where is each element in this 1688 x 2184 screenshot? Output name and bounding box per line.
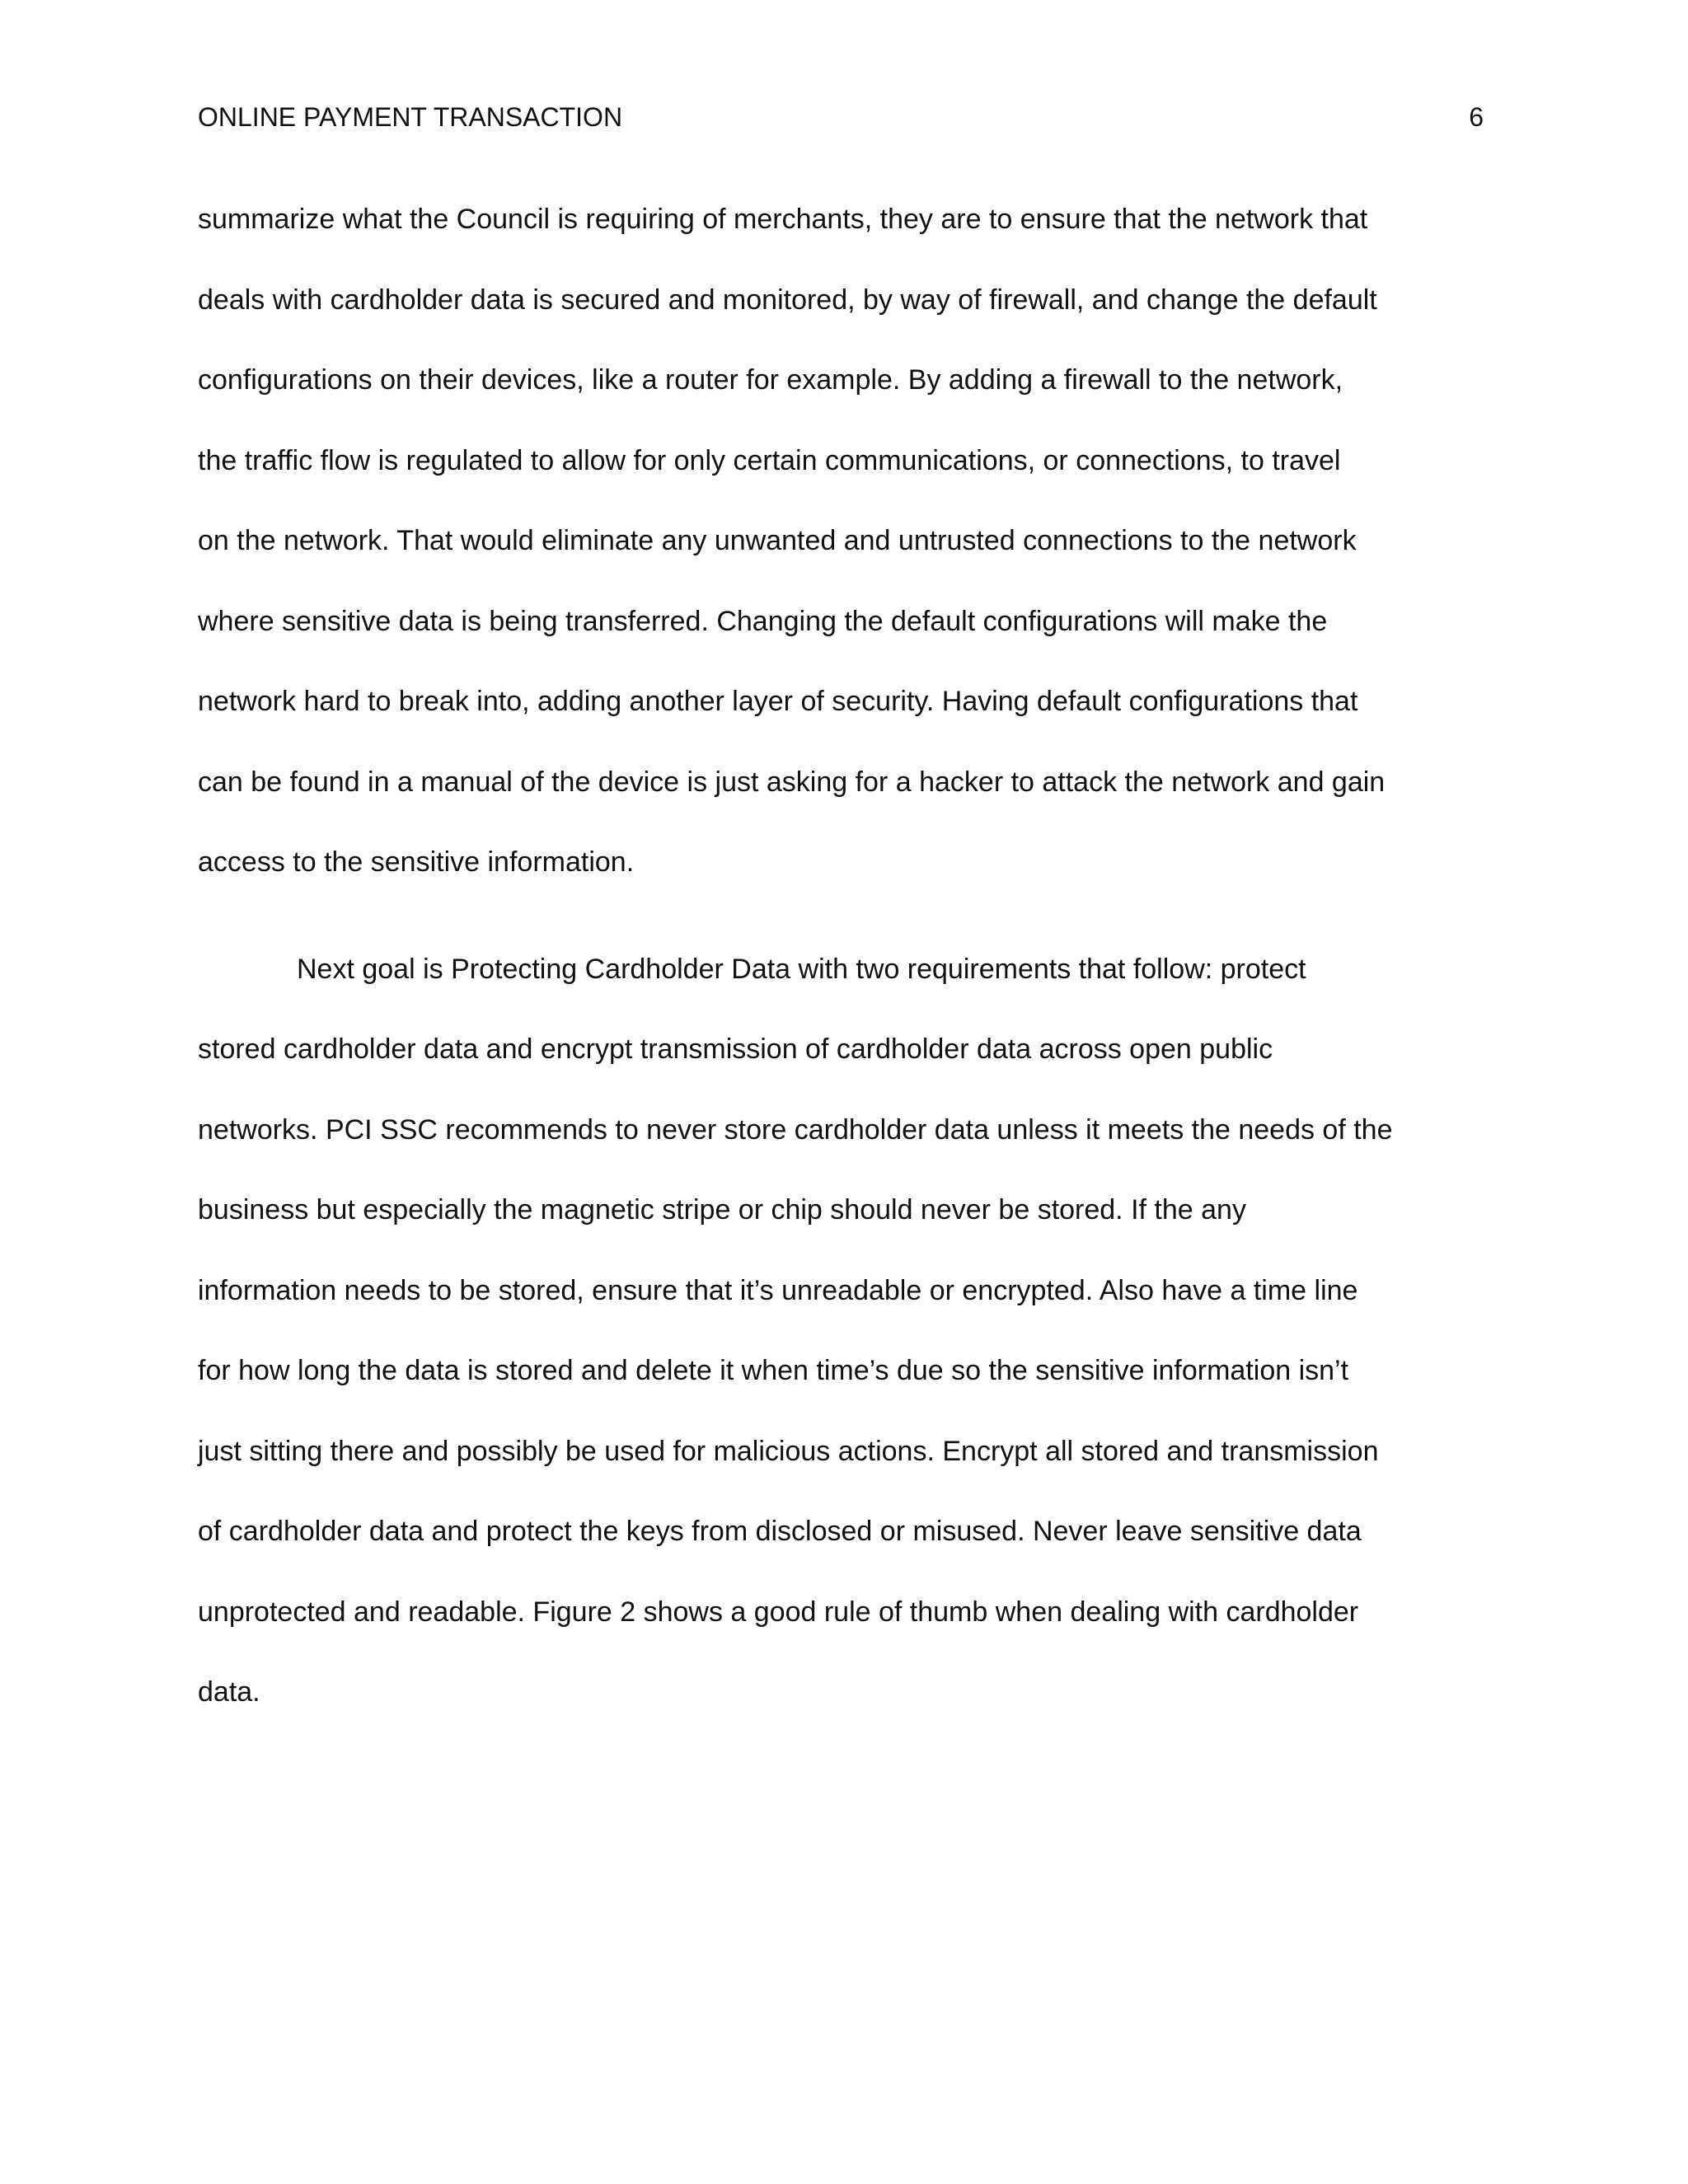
paragraph-line: data. (198, 1676, 260, 1708)
body-text (198, 194, 1484, 1748)
paragraph-line: unprotected and readable. Figure 2 shows a good rule of thumb when dealing with cardholder (198, 1596, 1359, 1628)
paragraph-line: networks. PCI SSC recommends to never store cardholder data unless it meets the needs of the (198, 1113, 1393, 1146)
paragraph-line: information needs to be stored, ensure that it’s unreadable or encrypted. Also have a time line (198, 1274, 1358, 1306)
paragraph-line: summarize what the Council is requiring of merchants, they are to ensure that the network that (198, 204, 1368, 235)
paragraph-line: for how long the data is stored and delete it when time’s due so the sensitive information isn’t (198, 1355, 1349, 1386)
paragraph-line: configurations on their devices, like a router for example. By adding a firewall to the network, (198, 364, 1343, 396)
running-head (198, 99, 1484, 135)
paragraph-line: where sensitive data is being transferred. Changing the default configurations will make the (198, 605, 1328, 637)
paragraph-line: stored cardholder data and encrypt transmission of cardholder data across open public (198, 1033, 1273, 1065)
paragraph-first-line: Next goal is Protecting Cardholder Data with two requirements that follow: protect (297, 953, 1306, 985)
paragraph-line: business but especially the magnetic stripe or chip should never be stored. If the any (198, 1194, 1246, 1226)
paragraph-line: just sitting there and possibly be used for malicious actions. Encrypt all stored and transmission (198, 1435, 1379, 1467)
paragraph-line: can be found in a manual of the device is just asking for a hacker to attack the network and gain (198, 766, 1386, 798)
paragraph-firewall-configuration (198, 194, 1484, 918)
paragraph-protecting-cardholder-data (198, 944, 1484, 1748)
running-title: ONLINE PAYMENT TRANSACTION (198, 102, 623, 132)
page-number: 6 (1469, 102, 1484, 132)
paragraph-line: access to the sensitive information. (198, 846, 635, 878)
paragraph-line: deals with cardholder data is secured and monitored, by way of firewall, and change the default (198, 284, 1377, 316)
paragraph-line: on the network. That would eliminate any unwanted and untrusted connections to the network (198, 525, 1357, 556)
paragraph-spacing (198, 918, 1484, 944)
paragraph-line: of cardholder data and protect the keys from disclosed or misused. Never leave sensitive data (198, 1516, 1362, 1547)
paragraph-line: network hard to break into, adding another layer of security. Having default configurations that (198, 686, 1358, 717)
paragraph-line: the traffic flow is regulated to allow for only certain communications, or connections, to travel (198, 444, 1341, 476)
